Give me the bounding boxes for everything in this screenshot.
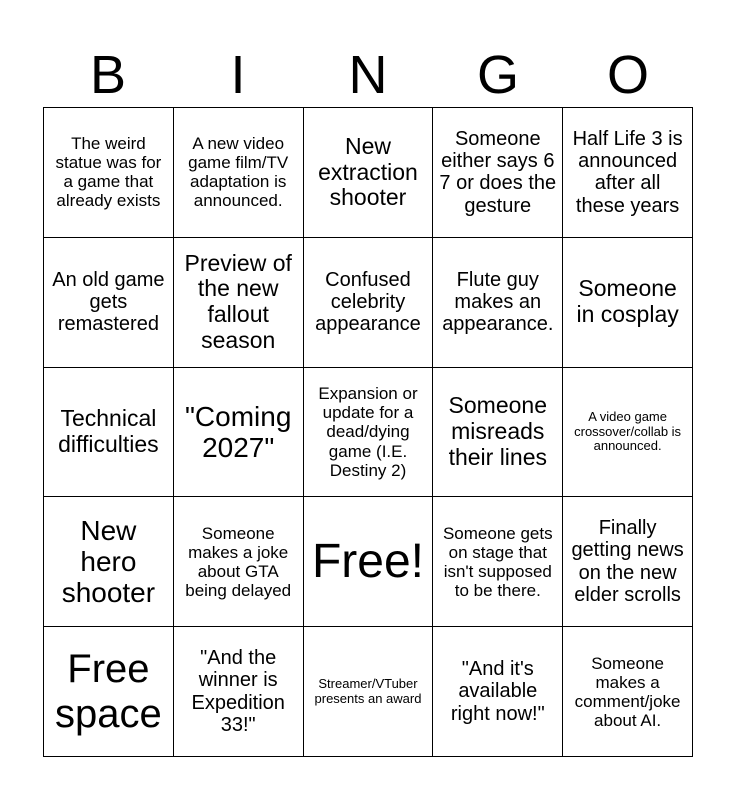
cell-text: Flute guy makes an appearance. xyxy=(442,268,554,336)
bingo-cell-r2c1[interactable] xyxy=(44,238,174,368)
bingo-cell-r2c2[interactable] xyxy=(174,238,304,368)
cell-text: Technical difficulties xyxy=(58,405,159,457)
cell-text: New extraction shooter xyxy=(318,132,418,211)
cell-text: A video game crossover/collab is announced. xyxy=(574,409,682,454)
cell-text: An old game gets remastered xyxy=(52,268,165,336)
bingo-cell-r3c5[interactable] xyxy=(563,368,693,498)
bingo-cell-r5c1[interactable] xyxy=(44,627,174,757)
bingo-cell-r5c4[interactable] xyxy=(433,627,563,757)
cell-text: New hero shooter xyxy=(61,514,156,609)
header-letter-g: G xyxy=(476,45,519,105)
cell-text: Someone either says 6 7 or does the gesture xyxy=(439,127,557,217)
bingo-cell-r2c4[interactable] xyxy=(433,238,563,368)
cell-text: Half Life 3 is announced after all these years xyxy=(572,127,683,217)
cell-text: Streamer/VTuber presents an award xyxy=(314,676,422,706)
header-letter-n: N xyxy=(348,45,388,105)
cell-text: Finally getting news on the new elder scrolls xyxy=(571,517,684,607)
cell-text: Someone makes a joke about GTA being delayed xyxy=(185,523,292,600)
cell-text: Someone gets on stage that isn't supposed to be there. xyxy=(442,523,553,600)
bingo-cell-r4c5[interactable] xyxy=(563,497,693,627)
cell-text: Someone misreads their lines xyxy=(448,392,548,470)
cell-text: The weird statue was for a game that already exists xyxy=(55,134,162,211)
cell-text: "And it's available right now!" xyxy=(450,658,545,725)
bingo-cell-r3c4[interactable] xyxy=(433,368,563,498)
cell-text: "Coming 2027" xyxy=(184,400,292,463)
bingo-cell-r5c2[interactable] xyxy=(174,627,304,757)
bingo-cell-r4c2[interactable] xyxy=(174,497,304,627)
header-letter-i: I xyxy=(230,45,246,105)
cell-text: Confused celebrity appearance xyxy=(315,268,421,336)
cell-text: Preview of the new fallout season xyxy=(184,249,292,353)
header-letter-b: B xyxy=(89,45,127,105)
bingo-cell-r1c2[interactable] xyxy=(174,108,304,238)
bingo-cell-r2c5[interactable] xyxy=(563,238,693,368)
bingo-cell-r4c3[interactable] xyxy=(304,497,434,627)
bingo-cell-r4c4[interactable] xyxy=(433,497,563,627)
bingo-cell-r3c3[interactable] xyxy=(304,368,434,498)
cell-text: Free space xyxy=(55,646,162,736)
bingo-cell-r5c5[interactable] xyxy=(563,627,693,757)
bingo-cell-r1c5[interactable] xyxy=(563,108,693,238)
cell-text: A new video game film/TV adaptation is announced. xyxy=(188,134,289,211)
bingo-cell-r3c2[interactable] xyxy=(174,368,304,498)
cell-text: Someone makes a comment/joke about AI. xyxy=(574,653,681,730)
bingo-cell-r1c4[interactable] xyxy=(433,108,563,238)
cell-text: "And the winner is Expedition 33!" xyxy=(191,646,285,736)
cell-text: Free! xyxy=(311,534,424,588)
bingo-cell-r3c1[interactable] xyxy=(44,368,174,498)
bingo-header xyxy=(43,42,693,108)
bingo-cell-r5c3[interactable] xyxy=(304,627,434,757)
bingo-cell-r2c3[interactable] xyxy=(304,238,434,368)
cell-text: Someone in cosplay xyxy=(576,275,679,328)
bingo-cell-r1c3[interactable] xyxy=(304,108,434,238)
bingo-cell-r4c1[interactable] xyxy=(44,497,174,627)
bingo-grid xyxy=(43,107,693,757)
cell-text: Expansion or update for a dead/dying game (I.E. Destiny 2) xyxy=(318,384,418,480)
header-letter-o: O xyxy=(606,45,649,105)
bingo-cell-r1c1[interactable] xyxy=(44,108,174,238)
